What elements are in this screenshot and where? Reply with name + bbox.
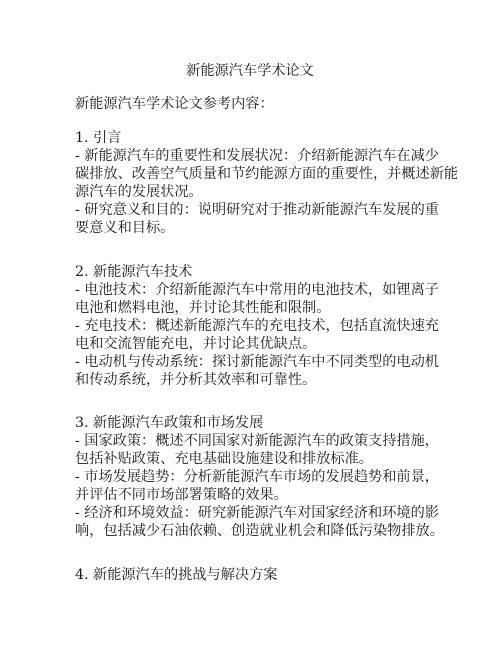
- section-3-line: - 经济和环境效益：研究新能源汽车对国家经济和环境的影: [75, 505, 439, 521]
- section-2-line: 电池和燃料电池，并讨论其性能和限制。: [75, 300, 331, 316]
- section-3-line: 响，包括减少石油依赖、创造就业机会和降低污染物排放。: [75, 523, 444, 539]
- section-1-line: 碳排放、改善空气质量和节约能源方面的重要性，并概述新能: [75, 166, 459, 182]
- section-3-heading: 3. 新能源汽车政策和市场发展: [75, 415, 264, 431]
- section-3-line: - 市场发展趋势：分析新能源汽车市场的发展趋势和前景，: [75, 469, 439, 485]
- section-4-heading: 4. 新能源汽车的挑战与解决方案: [75, 567, 278, 583]
- section-1-line: 源汽车的发展状况。: [75, 184, 203, 200]
- section-2-heading: 2. 新能源汽车技术: [75, 264, 193, 280]
- section-2-line: - 电池技术：介绍新能源汽车中常用的电池技术，如锂离子: [75, 282, 439, 298]
- section-1-line: - 研究意义和目的：说明研究对于推动新能源汽车发展的重: [75, 202, 439, 218]
- section-2-line: - 充电技术：概述新能源汽车的充电技术，包括直流快速充: [75, 318, 439, 334]
- section-3-line: 包括补贴政策、充电基础设施建设和排放标准。: [75, 451, 373, 467]
- section-1-heading: 1. 引言: [75, 130, 122, 146]
- document-title: 新能源汽车学术论文: [186, 63, 314, 79]
- section-1-line: - 新能源汽车的重要性和发展状况：介绍新能源汽车在减少: [75, 148, 439, 164]
- section-2-line: 电和交流智能充电，并讨论其优缺点。: [75, 336, 317, 352]
- section-2-line: - 电动机与传动系统：探讨新能源汽车中不同类型的电动机: [75, 354, 439, 370]
- section-1-line: 要意义和目标。: [75, 220, 175, 236]
- section-3-line: 并评估不同市场部署策略的效果。: [75, 487, 288, 503]
- intro-text: 新能源汽车学术论文参考内容：: [75, 96, 274, 112]
- section-2-line: 和传动系统，并分析其效率和可靠性。: [75, 372, 317, 388]
- section-3-line: - 国家政策：概述不同国家对新能源汽车的政策支持措施，: [75, 433, 439, 449]
